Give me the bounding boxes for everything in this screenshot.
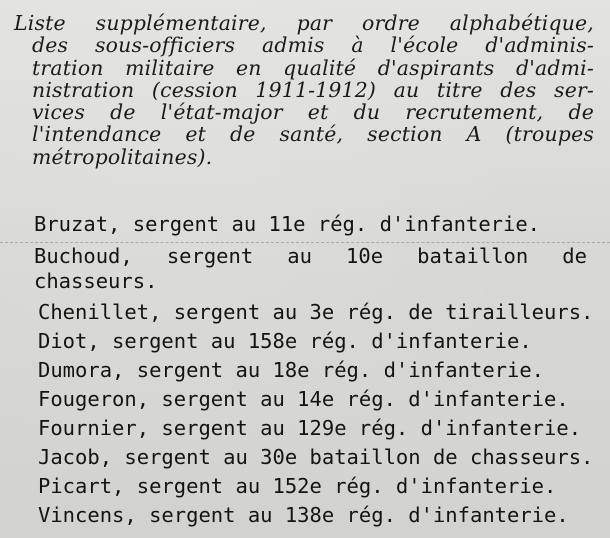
list-item: Picart, sergent au 152e rég. d'infanterie. xyxy=(38,474,557,498)
list-item: Jacob, sergent au 30e bataillon de chasseurs. xyxy=(38,445,594,469)
list-item: Fougeron, sergent au 14e rég. d'infanterie. xyxy=(38,387,569,411)
list-item: Fournier, sergent au 129e rég. d'infanterie. xyxy=(38,416,582,440)
heading-line: métropolitaines). xyxy=(32,144,213,169)
list-item: Chenillet, sergent au 3e rég. de tirailleurs. xyxy=(38,300,594,324)
list-item: Dumora, sergent au 18e rég. d'infanterie. xyxy=(38,358,545,382)
heading-line: tration militaire en qualité d'aspirants d'admi- xyxy=(32,55,594,80)
list-item: Vincens, sergent au 138e rég. d'infanterie. xyxy=(38,503,569,527)
heading-line: Liste supplémentaire, par ordre alphabétique, xyxy=(14,11,594,35)
heading-line: vices de l'état-major et du recrutement, de xyxy=(32,100,594,125)
heading-line: des sous-officiers admis à l'école d'adminis- xyxy=(32,33,594,58)
heading-line: nistration (cession 1911-1912) au titre des ser- xyxy=(32,77,594,102)
list-item: Diot, sergent au 158e rég. d'infanterie. xyxy=(38,329,532,353)
list-item: Bruzat, sergent au 11e rég. d'infanterie. xyxy=(34,212,541,236)
heading-line: l'intendance et de santé, section A (troupes xyxy=(32,122,594,147)
list-item: Buchoud, sergent au 10e bataillon de chasseurs. xyxy=(34,244,587,293)
